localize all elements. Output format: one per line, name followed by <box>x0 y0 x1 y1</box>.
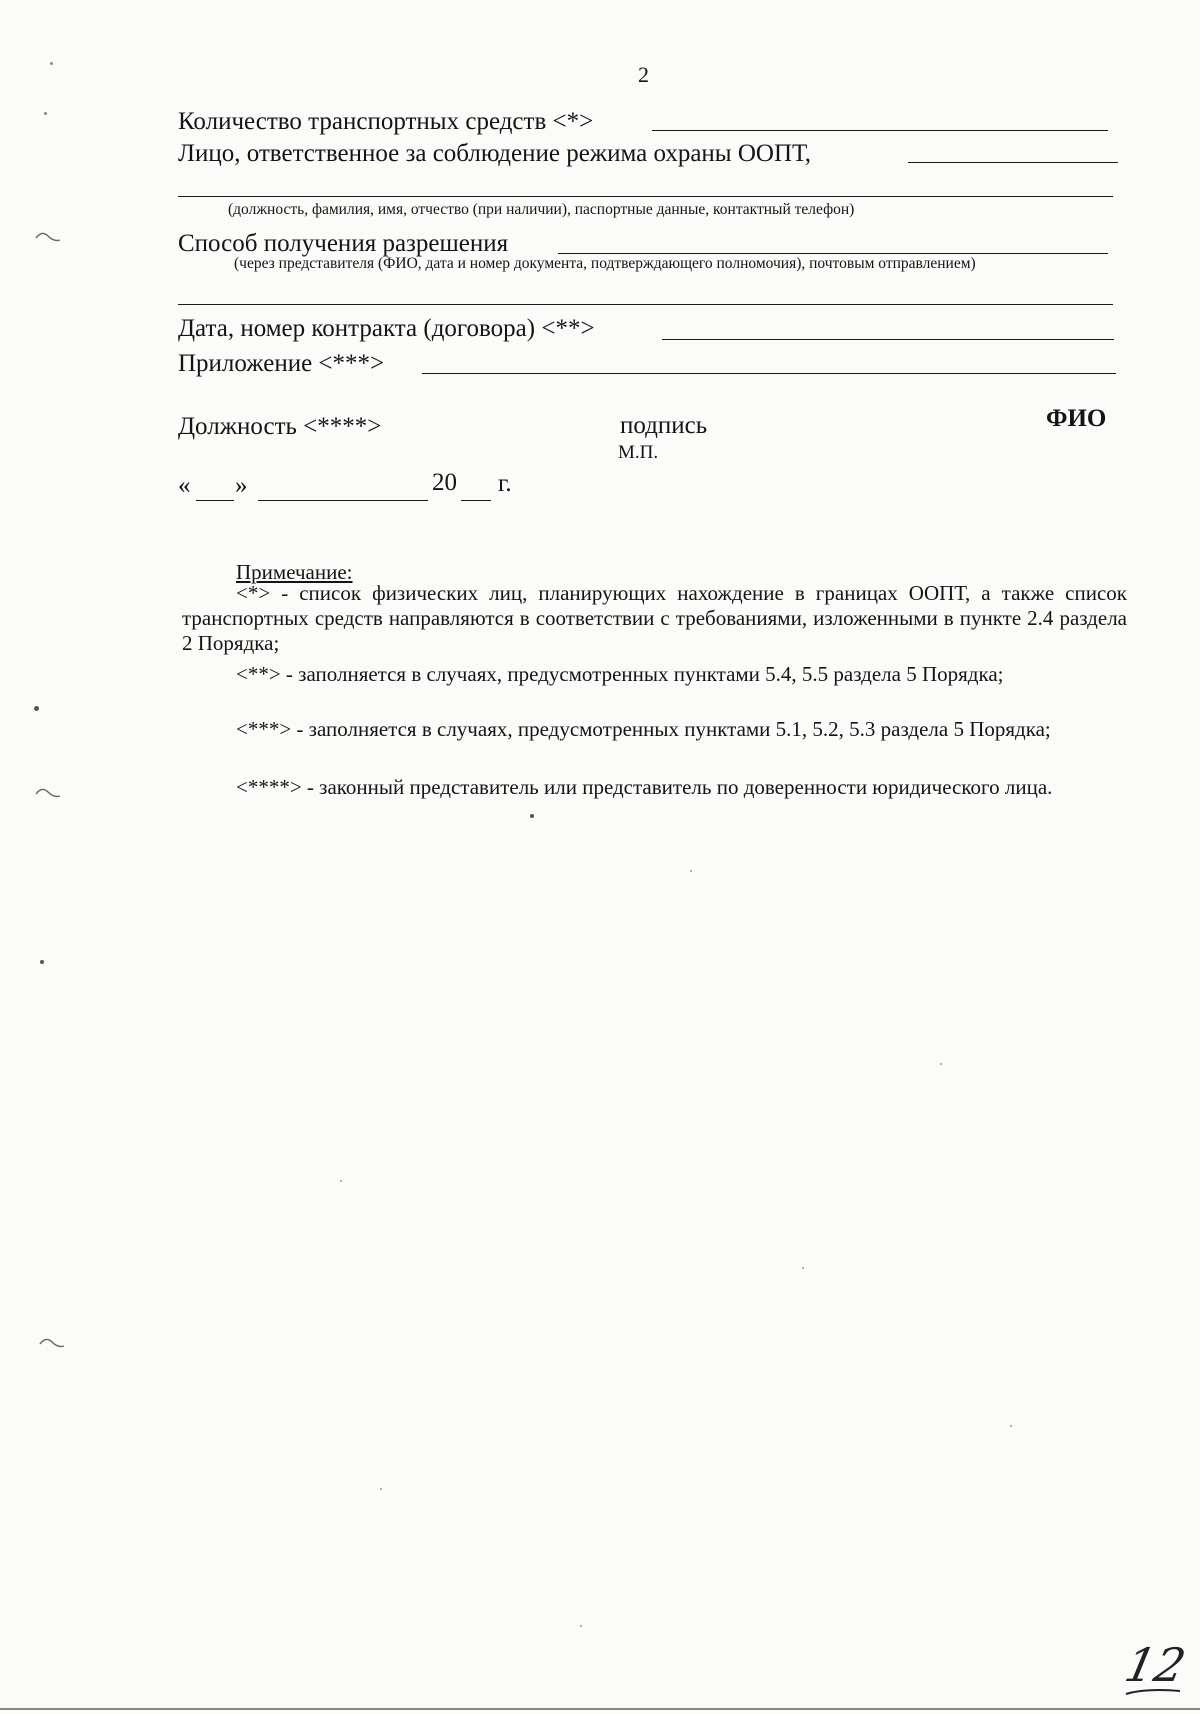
receipt-method-line-2[interactable] <box>178 304 1113 305</box>
full-name-label: ФИО <box>1046 405 1107 432</box>
scan-speck <box>580 1625 582 1627</box>
receipt-method-hint: (через представителя (ФИО, дата и номер документа, подтверждающего полномочия), почтовым отправлением) <box>234 255 976 272</box>
date-open-quote: « <box>178 472 191 499</box>
stamp-label: М.П. <box>618 442 659 463</box>
date-day-line[interactable] <box>196 500 234 501</box>
scan-bottom-edge <box>0 1708 1200 1710</box>
scan-speck <box>802 1267 804 1269</box>
date-close-quote: » <box>235 472 248 499</box>
responsible-person-hint: (должность, фамилия, имя, отчество (при наличии), паспортные данные, контактный телефон) <box>228 201 855 218</box>
scan-speck <box>50 62 53 65</box>
date-year-line[interactable] <box>461 500 491 501</box>
responsible-person-line-1[interactable] <box>908 162 1118 163</box>
date-year-suffix: г. <box>498 470 512 497</box>
attachment-label: Приложение <***> <box>178 350 385 377</box>
scan-speck <box>530 814 534 818</box>
margin-mark-icon <box>34 784 62 800</box>
scan-speck <box>690 870 692 872</box>
receipt-method-label: Способ получения разрешения <box>178 230 509 257</box>
contract-label: Дата, номер контракта (договора) <**> <box>178 315 595 342</box>
date-year-prefix: 20 <box>432 469 457 496</box>
receipt-method-line-1[interactable] <box>558 253 1108 254</box>
margin-mark-icon <box>34 228 62 244</box>
note-item: <**> - заполняется в случаях, предусмотренных пунктами 5.4, 5.5 раздела 5 Порядка; <box>236 662 1004 686</box>
scan-speck <box>34 706 39 711</box>
scan-speck <box>340 1180 342 1182</box>
note-item: <****> - законный представитель или представитель по доверенности юридического лица. <box>236 775 1053 799</box>
responsible-person-line-2[interactable] <box>178 196 1113 197</box>
vehicles-count-label: Количество транспортных средств <*> <box>178 108 594 135</box>
date-month-line[interactable] <box>258 500 428 501</box>
notes-heading: Примечание: <box>236 560 353 584</box>
page-number: 2 <box>638 62 649 87</box>
contract-line[interactable] <box>662 339 1114 340</box>
attachment-line[interactable] <box>422 373 1116 374</box>
position-label: Должность <****> <box>178 413 382 440</box>
scan-speck <box>40 960 44 964</box>
responsible-person-label: Лицо, ответственное за соблюдение режима охраны ООПТ, <box>178 140 812 167</box>
scan-speck <box>380 1488 382 1490</box>
scan-speck <box>1010 1425 1012 1427</box>
handwritten-underline-icon <box>1124 1686 1184 1700</box>
signature-label: подпись <box>620 412 708 439</box>
note-item: <*> - список физических лиц, планирующих нахождение в границах ООПТ, а также список транспортных средств направляются в соответствии с требованиями, изложенными в пункте 2.4 раздела 2 Порядка; <box>182 581 1127 656</box>
margin-mark-icon <box>38 1334 66 1350</box>
scan-speck <box>44 112 47 115</box>
scan-speck <box>940 1063 942 1065</box>
vehicles-count-line[interactable] <box>652 130 1108 131</box>
handwritten-page-number: 12 <box>1120 1638 1191 1692</box>
note-item: <***> - заполняется в случаях, предусмотренных пунктами 5.1, 5.2, 5.3 раздела 5 Порядка; <box>236 717 1051 741</box>
